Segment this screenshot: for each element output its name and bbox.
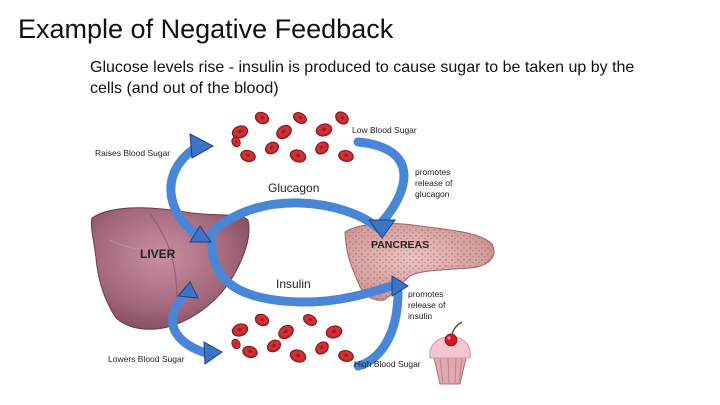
arrow-head-top [190,134,213,158]
svg-text:insulin: insulin [408,311,433,321]
svg-text:glucagon: glucagon [415,189,450,199]
pancreas-label: PANCREAS [371,239,430,251]
blood-cells-icon [230,312,354,364]
promotes-glucagon-label [415,167,453,199]
cupcake-icon [430,322,470,384]
lowers-blood-sugar-label: Lowers Blood Sugar [108,354,185,364]
raises-blood-sugar-label: Raises Blood Sugar [95,148,171,158]
glucagon-label: Glucagon [268,181,320,195]
arrow-head-bottom [204,342,222,364]
svg-text:promotes: promotes [408,289,444,299]
high-blood-sugar-label: High Blood Sugar [354,359,421,369]
liver-label: LIVER [140,247,176,261]
svg-text:release of: release of [415,178,453,188]
insulin-label: Insulin [276,277,311,291]
promotes-insulin-label [408,289,446,321]
svg-text:release of: release of [408,300,446,310]
svg-text:promotes: promotes [415,167,451,177]
arrow-top-to-pancreas [358,142,404,222]
blood-cells-icon [230,109,354,164]
slide-title: Example of Negative Feedback [18,14,394,44]
low-blood-sugar-label: Low Blood Sugar [352,125,417,135]
arrow-pancreas-to-bottom [358,292,398,366]
slide-body-text: Glucose levels rise - insulin is produced to cause sugar to be taken up by the cells (and out of the blood) [90,59,635,97]
